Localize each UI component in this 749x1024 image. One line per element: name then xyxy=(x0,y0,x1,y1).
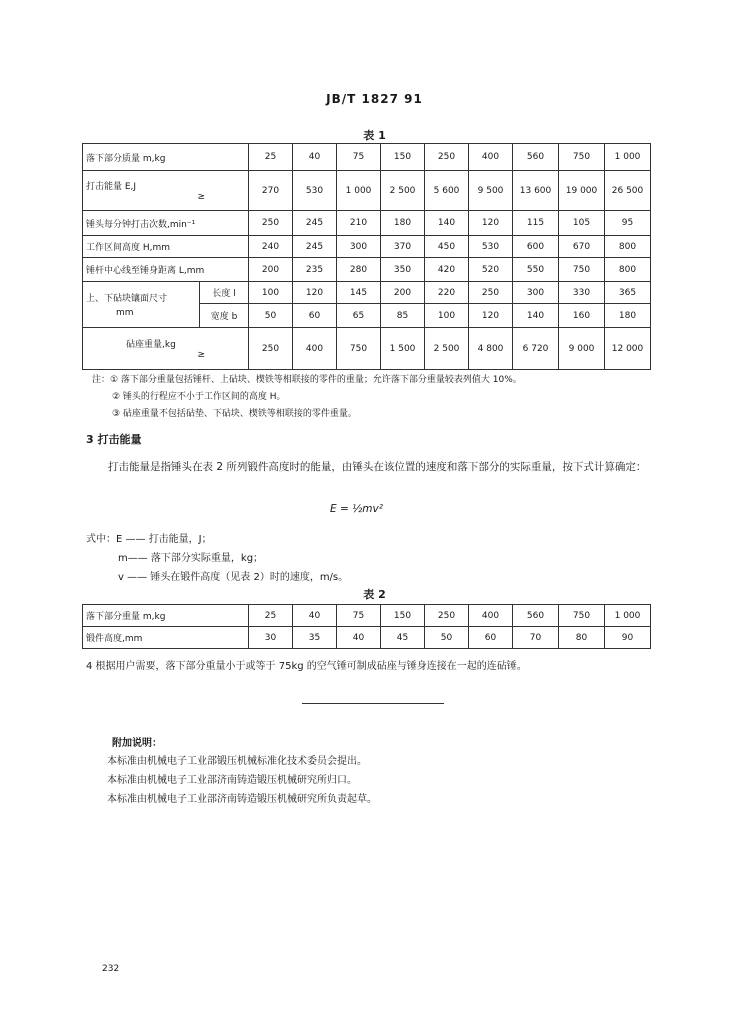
section3-title: 3 打击能量 xyxy=(86,433,142,446)
cell: 120 xyxy=(469,211,513,236)
cell: 250 xyxy=(425,605,469,627)
cell: 5 600 xyxy=(425,171,469,211)
die-label-2: mm xyxy=(116,308,134,318)
cell: 50 xyxy=(425,627,469,649)
cell: 180 xyxy=(381,211,425,236)
table1-caption: 表 1 xyxy=(363,129,386,142)
section4-paragraph: 4 根据用户需要，落下部分重量小于或等于 75kg 的空气锤可制成砧座与锤身连接在一起的连砧锤。 xyxy=(86,661,527,672)
table1-row-distance xyxy=(83,258,651,282)
table1-row-energy xyxy=(83,171,651,211)
cell: 750 xyxy=(559,605,605,627)
cell: 800 xyxy=(605,258,651,282)
cell: 400 xyxy=(469,605,513,627)
table2-caption: 表 2 xyxy=(363,588,386,601)
cell: 145 xyxy=(337,282,381,304)
cell: 140 xyxy=(513,304,559,328)
cell: 245 xyxy=(293,211,337,236)
cell: 1 500 xyxy=(381,328,425,370)
cell: 75 xyxy=(337,605,381,627)
cell: 750 xyxy=(337,328,381,370)
cell: 40 xyxy=(337,627,381,649)
cell: 250 xyxy=(425,144,469,171)
cell: 250 xyxy=(249,328,293,370)
cell: 160 xyxy=(559,304,605,328)
cell: 245 xyxy=(293,236,337,258)
cell: 420 xyxy=(425,258,469,282)
table1-row-anvil xyxy=(83,328,651,370)
cell: 80 xyxy=(559,627,605,649)
cell: 550 xyxy=(513,258,559,282)
cell: 120 xyxy=(293,282,337,304)
table2-row-mass xyxy=(83,605,651,627)
cell: 100 xyxy=(249,282,293,304)
cell: 670 xyxy=(559,236,605,258)
where-3: v —— 锤头在锻件高度（见表 2）时的速度，m/s。 xyxy=(118,572,349,583)
label-text: 砧座重量,kg xyxy=(126,340,176,350)
table2 xyxy=(82,604,651,649)
cell: 750 xyxy=(559,144,605,171)
page-number: 232 xyxy=(102,964,120,974)
label: 锻件高度,mm xyxy=(83,627,249,649)
cell: 2 500 xyxy=(425,328,469,370)
section3-paragraph: 打击能量是指锤头在表 2 所列锻件高度时的能量，由锤头在该位置的速度和落下部分的实际重量，按下式计算确定： xyxy=(108,461,647,473)
table1-row-die-length xyxy=(83,282,651,304)
cell: 750 xyxy=(559,258,605,282)
cell: 400 xyxy=(293,328,337,370)
cell: 70 xyxy=(513,627,559,649)
cell: 300 xyxy=(337,236,381,258)
appendix-line-1: 本标准由机械电子工业部锻压机械标准化技术委员会提出。 xyxy=(107,756,367,767)
label: 工作区间高度 H,mm xyxy=(83,236,249,258)
table1-note-1: 注：① 落下部分重量包括锤杆、上砧块、楔铁等相联接的零件的重量；允许落下部分重量较表列值大 10%。 xyxy=(92,375,522,385)
table1-row-blows xyxy=(83,211,651,236)
cell: 6 720 xyxy=(513,328,559,370)
table1-row-mass xyxy=(83,144,651,171)
cell: 75 xyxy=(337,144,381,171)
appendix-title: 附加说明： xyxy=(112,738,162,749)
width-label: 宽度 b xyxy=(200,304,249,328)
cell: 530 xyxy=(469,236,513,258)
label xyxy=(83,171,249,211)
label: 落下部分重量 m,kg xyxy=(83,605,249,627)
cell: 105 xyxy=(559,211,605,236)
cell: 250 xyxy=(469,282,513,304)
cell: 26 500 xyxy=(605,171,651,211)
cell: 1 000 xyxy=(605,144,651,171)
cell: 330 xyxy=(559,282,605,304)
cell: 240 xyxy=(249,236,293,258)
table2-row-height xyxy=(83,627,651,649)
cell: 140 xyxy=(425,211,469,236)
cell: 220 xyxy=(425,282,469,304)
table1-row-height xyxy=(83,236,651,258)
label: 落下部分质量 m,kg xyxy=(83,144,249,171)
cell: 235 xyxy=(293,258,337,282)
cell: 115 xyxy=(513,211,559,236)
formula: E = ½mv² xyxy=(330,503,383,515)
cell: 150 xyxy=(381,144,425,171)
cell: 2 500 xyxy=(381,171,425,211)
length-label: 长度 l xyxy=(200,282,249,304)
cell: 370 xyxy=(381,236,425,258)
table1 xyxy=(82,143,651,370)
cell: 60 xyxy=(293,304,337,328)
cell: 4 800 xyxy=(469,328,513,370)
cell: 65 xyxy=(337,304,381,328)
cell: 9 000 xyxy=(559,328,605,370)
appendix-line-3: 本标准由机械电子工业部济南铸造锻压机械研究所负责起草。 xyxy=(107,794,377,805)
label-text: 打击能量 E,J xyxy=(86,182,137,192)
cell: 95 xyxy=(605,211,651,236)
cell: 365 xyxy=(605,282,651,304)
cell: 400 xyxy=(469,144,513,171)
cell: 40 xyxy=(293,605,337,627)
cell: 19 000 xyxy=(559,171,605,211)
cell: 210 xyxy=(337,211,381,236)
where-2: m—— 落下部分实际重量，kg； xyxy=(118,553,264,564)
die-label xyxy=(83,282,200,328)
cell: 350 xyxy=(381,258,425,282)
cell: 120 xyxy=(469,304,513,328)
cell: 40 xyxy=(293,144,337,171)
cell: 13 600 xyxy=(513,171,559,211)
table1-note-3: ③ 砧座重量不包括砧垫、下砧块、楔铁等相联接的零件重量。 xyxy=(112,409,357,419)
cell: 300 xyxy=(513,282,559,304)
cell: 50 xyxy=(249,304,293,328)
ge-sign: ≥ xyxy=(197,192,206,202)
cell: 1 000 xyxy=(605,605,651,627)
cell: 270 xyxy=(249,171,293,211)
cell: 520 xyxy=(469,258,513,282)
cell: 250 xyxy=(249,211,293,236)
cell: 30 xyxy=(249,627,293,649)
label xyxy=(83,328,249,370)
divider xyxy=(302,703,444,704)
cell: 600 xyxy=(513,236,559,258)
cell: 35 xyxy=(293,627,337,649)
cell: 100 xyxy=(425,304,469,328)
cell: 1 000 xyxy=(337,171,381,211)
cell: 9 500 xyxy=(469,171,513,211)
cell: 45 xyxy=(381,627,425,649)
table1-note-2: ② 锤头的行程应不小于工作区间的高度 H。 xyxy=(112,392,286,402)
cell: 560 xyxy=(513,605,559,627)
standard-header: JB/T 1827 91 xyxy=(326,92,423,106)
cell: 180 xyxy=(605,304,651,328)
cell: 200 xyxy=(249,258,293,282)
appendix-line-2: 本标准由机械电子工业部济南铸造锻压机械研究所归口。 xyxy=(107,775,357,786)
cell: 530 xyxy=(293,171,337,211)
cell: 280 xyxy=(337,258,381,282)
cell: 90 xyxy=(605,627,651,649)
label: 锤杆中心线至锤身距离 L,mm xyxy=(83,258,249,282)
label: 锤头每分钟打击次数,min⁻¹ xyxy=(83,211,249,236)
cell: 25 xyxy=(249,605,293,627)
cell: 450 xyxy=(425,236,469,258)
cell: 25 xyxy=(249,144,293,171)
cell: 800 xyxy=(605,236,651,258)
cell: 12 000 xyxy=(605,328,651,370)
cell: 200 xyxy=(381,282,425,304)
where-1: 式中：E —— 打击能量，J； xyxy=(86,534,212,545)
cell: 150 xyxy=(381,605,425,627)
cell: 560 xyxy=(513,144,559,171)
ge-sign: ≥ xyxy=(197,350,206,360)
cell: 60 xyxy=(469,627,513,649)
die-label-1: 上、下砧块镶面尺寸 xyxy=(86,294,168,304)
cell: 85 xyxy=(381,304,425,328)
